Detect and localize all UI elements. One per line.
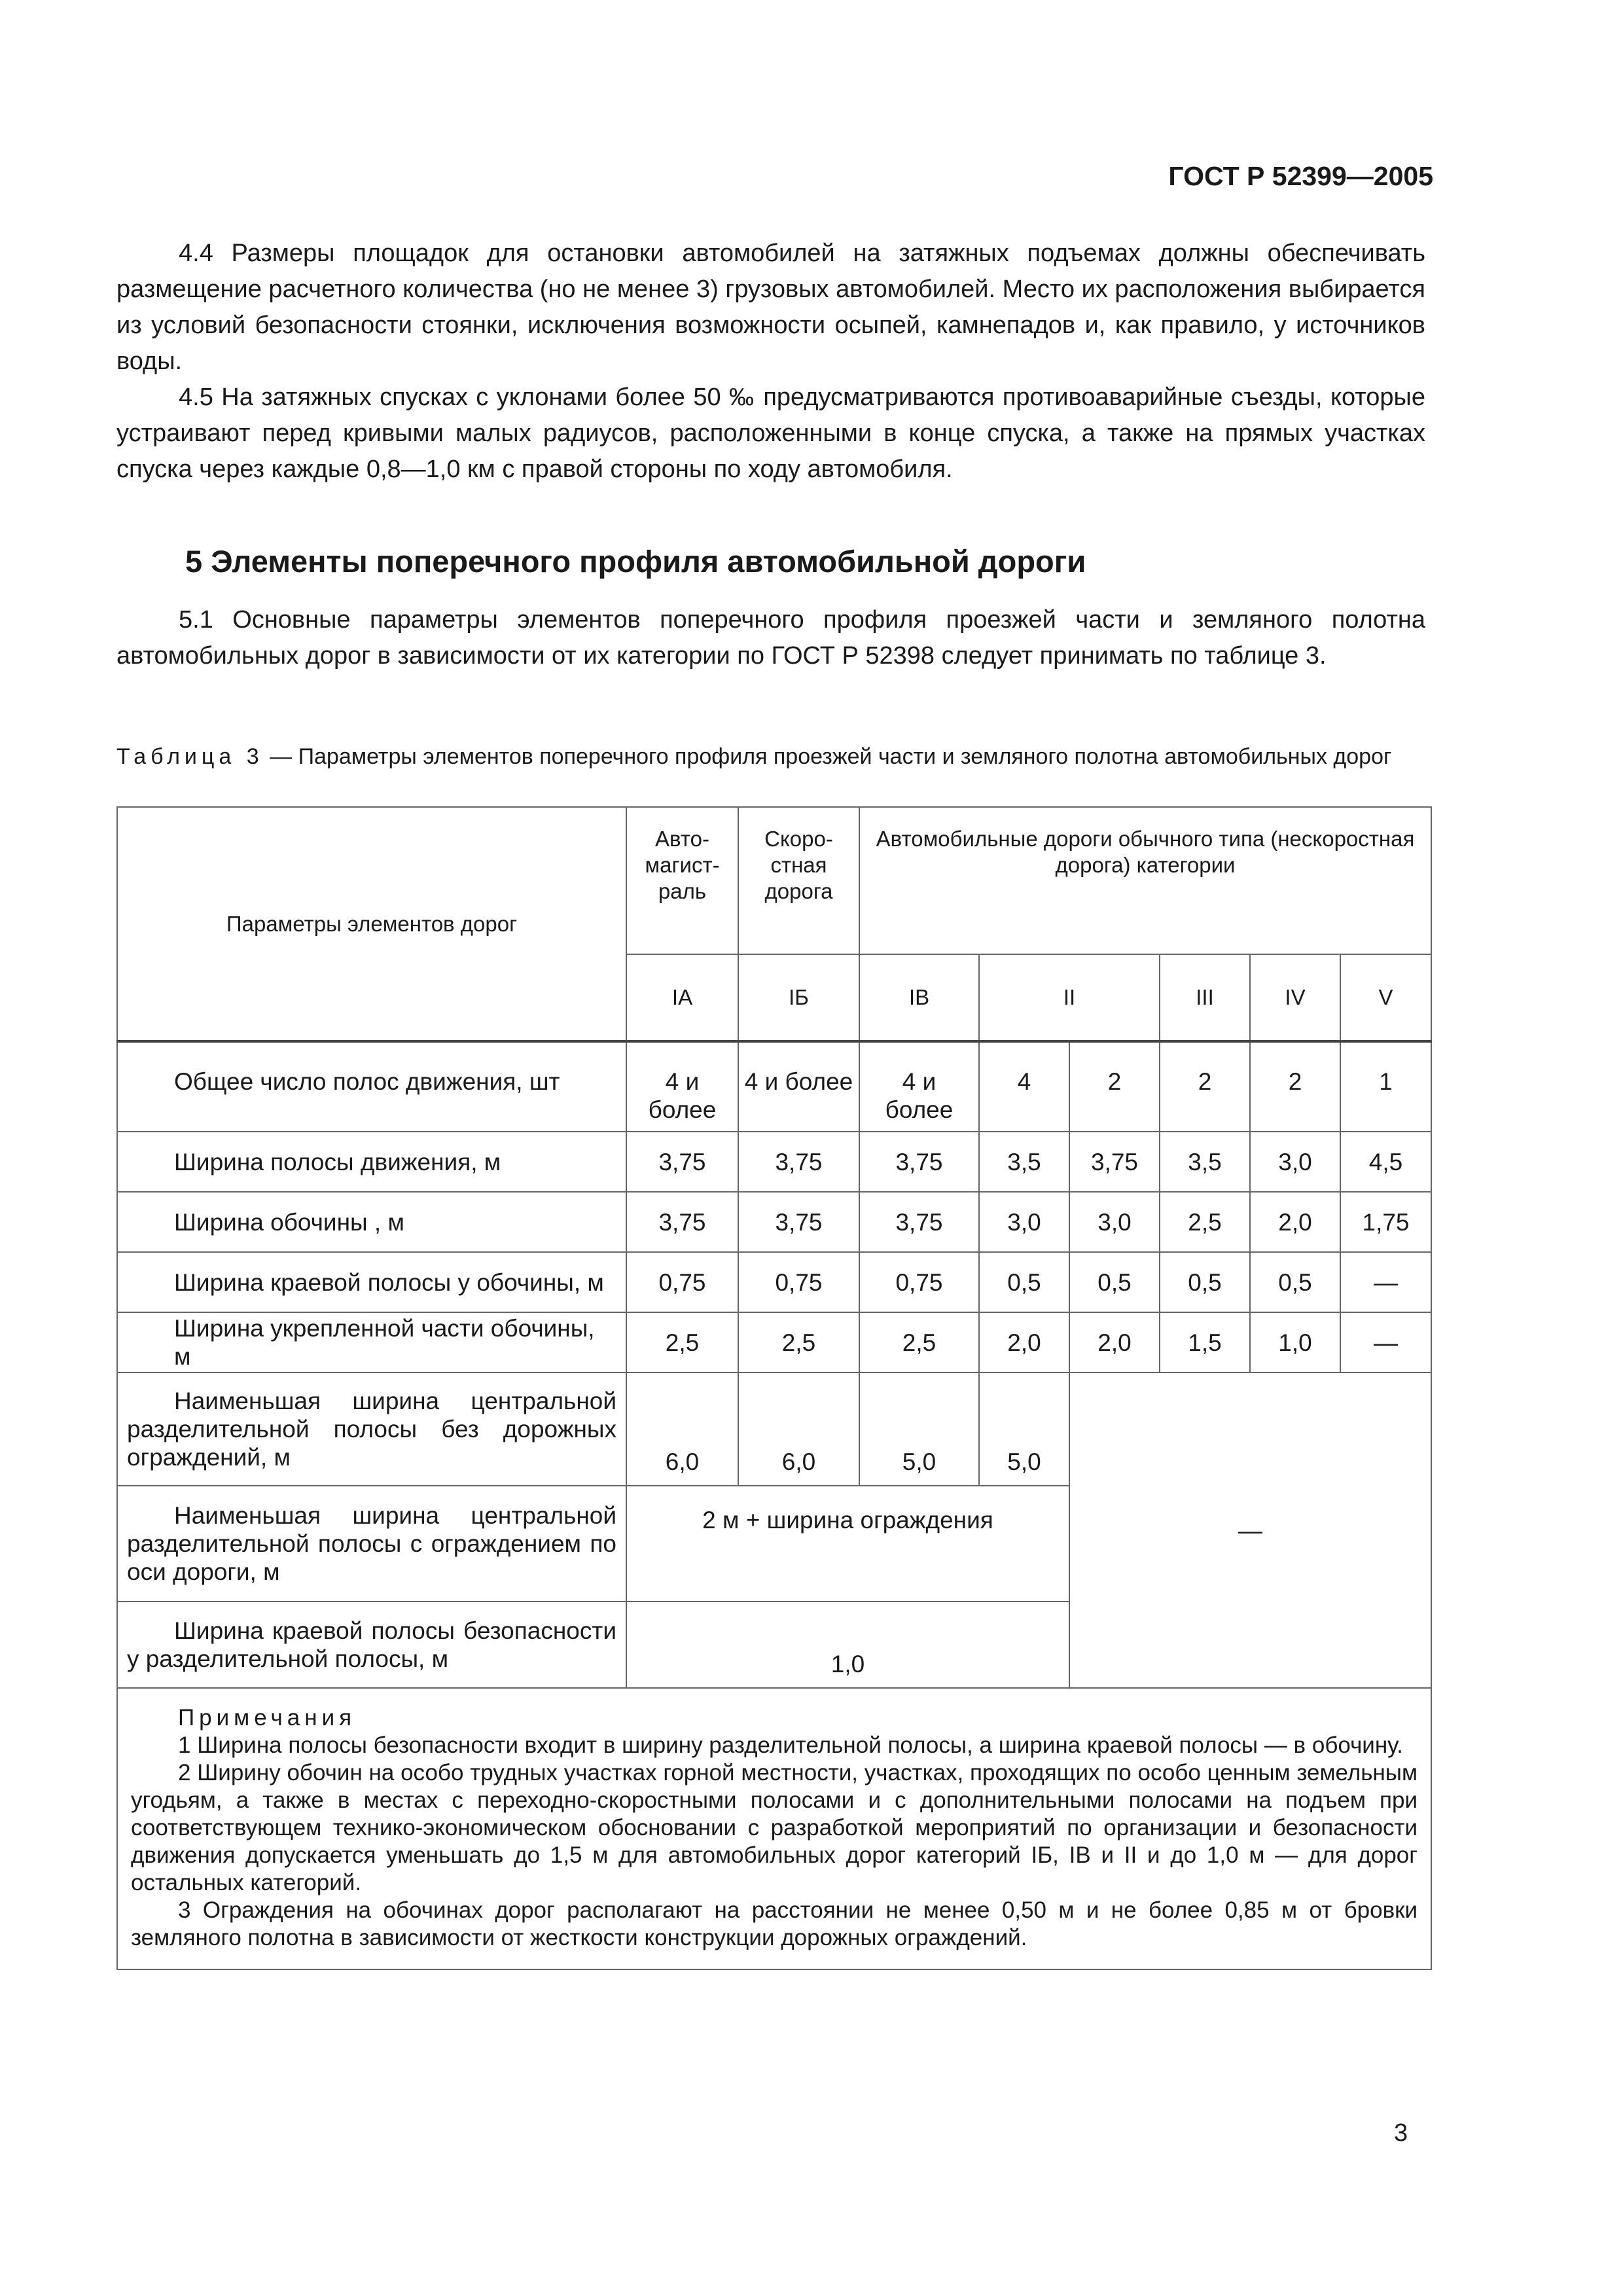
row-name: Ширина краевой полосы безопасности у разделительной полосы, м bbox=[117, 1602, 626, 1688]
page-number: 3 bbox=[1394, 2119, 1408, 2147]
cell-span: 1,0 bbox=[626, 1602, 1069, 1688]
cell: 2,5 bbox=[738, 1312, 859, 1372]
paragraph-4-4: 4.4 Размеры площадок для остановки автомобилей на затяжных подъемах должны обеспечивать размещение расчетного количества (но не менее 3) грузовых автомобилей. Место их расположения выбирается из условий безопасности стоянки, исключения возможности осыпей, камнепадов и, как правило, у источников воды. bbox=[116, 240, 1425, 375]
note-item: 3 Ограждения на обочинах дорог располагают на расстоянии не менее 0,50 м и не более 0,85 м от бровки земляного полотна в зависимости от жесткости конструкции дорожных ограждений. bbox=[131, 1897, 1418, 1950]
row-name: Ширина полосы движения, м bbox=[117, 1132, 626, 1192]
cell: 1,75 bbox=[1340, 1192, 1431, 1252]
table-row bbox=[117, 1132, 1431, 1192]
cell: 1 bbox=[1340, 1041, 1431, 1132]
table-row-median-no-barrier bbox=[117, 1372, 1431, 1486]
header-motorway: Авто-магист-раль bbox=[626, 807, 738, 954]
cell: 3,0 bbox=[1069, 1192, 1160, 1252]
row-name: Ширина укрепленной части обочины, м bbox=[117, 1312, 626, 1372]
cell: 0,5 bbox=[1160, 1252, 1250, 1312]
category-iv-roman: IV bbox=[1250, 954, 1340, 1041]
cell: 4 и более bbox=[626, 1041, 738, 1132]
cell: 3,5 bbox=[979, 1132, 1069, 1192]
cell: 0,5 bbox=[1250, 1252, 1340, 1312]
section-paragraph bbox=[116, 602, 1425, 674]
cell: 5,0 bbox=[979, 1372, 1069, 1486]
cell: 3,0 bbox=[1250, 1132, 1340, 1192]
cell: 2,5 bbox=[859, 1312, 979, 1372]
category-v: V bbox=[1340, 954, 1431, 1041]
cell: 3,75 bbox=[859, 1192, 979, 1252]
paragraph-5-1: 5.1 Основные параметры элементов поперечного профиля проезжей части и земляного полотна автомобильных дорог в зависимости от их категории по ГОСТ Р 52398 следует принимать по таблице 3. bbox=[116, 606, 1425, 670]
cell: 3,75 bbox=[1069, 1132, 1160, 1192]
category-ia: IA bbox=[626, 954, 738, 1041]
cell: — bbox=[1340, 1312, 1431, 1372]
table-caption bbox=[116, 743, 1425, 770]
cell: 1,0 bbox=[1250, 1312, 1340, 1372]
row-name: Общее число полос движения, шт bbox=[117, 1041, 626, 1132]
cell: 6,0 bbox=[626, 1372, 738, 1486]
cell: 0,5 bbox=[1069, 1252, 1160, 1312]
table-row bbox=[117, 1252, 1431, 1312]
notes-title: Примечания bbox=[178, 1705, 357, 1731]
note-item: 1 Ширина полосы безопасности входит в ширину разделительной полосы, а ширина краевой полосы — в обочину. bbox=[178, 1732, 1403, 1758]
cell: 4 и более bbox=[738, 1041, 859, 1132]
cell: 3,75 bbox=[626, 1192, 738, 1252]
cell: 0,75 bbox=[626, 1252, 738, 1312]
note-item: 2 Ширину обочин на особо трудных участках горной местности, участках, проходящих по особо ценным земельным угодьям, а также в местах с переходно-скоростными полосами и с дополнительными полосами на подъем при соответствующем технико-экономическом обосновании с разработкой мероприятий по организации и безопасности движения допускается уменьшать до 1,5 м для автомобильных дорог категорий IБ, IВ и II и до 1,0 м — для дорог остальных категорий. bbox=[131, 1760, 1418, 1895]
cell: 3,5 bbox=[1160, 1132, 1250, 1192]
row-name: Наименьшая ширина центральной разделительной полосы с ограждением по оси дороги, м bbox=[117, 1486, 626, 1602]
table-row bbox=[117, 1192, 1431, 1252]
cell: 3,75 bbox=[626, 1132, 738, 1192]
cell: — bbox=[1340, 1252, 1431, 1312]
cell: 3,75 bbox=[859, 1132, 979, 1192]
row-name: Ширина краевой полосы у обочины, м bbox=[117, 1252, 626, 1312]
cell: 0,5 bbox=[979, 1252, 1069, 1312]
cell: 2,5 bbox=[1160, 1192, 1250, 1252]
cell: 4,5 bbox=[1340, 1132, 1431, 1192]
document-code: ГОСТ Р 52399—2005 bbox=[1168, 161, 1433, 191]
table-row bbox=[117, 1041, 1431, 1132]
cell: 2 bbox=[1160, 1041, 1250, 1132]
table-notes-row bbox=[117, 1688, 1431, 1969]
parameters-table bbox=[116, 806, 1432, 1970]
cell: 2,0 bbox=[979, 1312, 1069, 1372]
table-caption-text: — Параметры элементов поперечного профиля проезжей части и земляного полотна автомобильных дорог bbox=[263, 744, 1392, 769]
header-ordinary: Автомобильные дороги обычного типа (нескоростная дорога) категории bbox=[859, 807, 1431, 954]
cell: 5,0 bbox=[859, 1372, 979, 1486]
category-iv: IВ bbox=[859, 954, 979, 1041]
cell: 0,75 bbox=[738, 1252, 859, 1312]
section-title: 5 Элементы поперечного профиля автомобильной дороги bbox=[185, 544, 1086, 579]
cell: 2,0 bbox=[1069, 1312, 1160, 1372]
header-express: Скоро-стная дорога bbox=[738, 807, 859, 954]
row-name: Ширина обочины , м bbox=[117, 1192, 626, 1252]
row-name: Наименьшая ширина центральной разделительной полосы без дорожных ограждений, м bbox=[117, 1372, 626, 1486]
category-ii: II bbox=[979, 954, 1160, 1041]
cell: 2,0 bbox=[1250, 1192, 1340, 1252]
table-notes bbox=[117, 1688, 1431, 1969]
top-paragraphs bbox=[116, 236, 1425, 488]
table-header-row bbox=[117, 807, 1431, 954]
category-iii: III bbox=[1160, 954, 1250, 1041]
paragraph-4-5: 4.5 На затяжных спусках с уклонами более 50 ‰ предусматриваются противоаварийные съезды, которые устраивают перед кривыми малых радиусов, расположенными в конце спуска, а также на прямых участках спуска через каждые 0,8—1,0 км с правой стороны по ходу автомобиля. bbox=[116, 384, 1425, 483]
cell-span: 2 м + ширина ограждения bbox=[626, 1486, 1069, 1602]
cell: 0,75 bbox=[859, 1252, 979, 1312]
cell: 3,75 bbox=[738, 1132, 859, 1192]
cell: 4 и более bbox=[859, 1041, 979, 1132]
table-caption-label: Таблица 3 bbox=[116, 744, 264, 769]
cell: 2 bbox=[1069, 1041, 1160, 1132]
cell: 2 bbox=[1250, 1041, 1340, 1132]
cell: 3,75 bbox=[738, 1192, 859, 1252]
cell: 4 bbox=[979, 1041, 1069, 1132]
cell: 1,5 bbox=[1160, 1312, 1250, 1372]
table-row bbox=[117, 1312, 1431, 1372]
category-ib: IБ bbox=[738, 954, 859, 1041]
cell: 6,0 bbox=[738, 1372, 859, 1486]
header-param-col: Параметры элементов дорог bbox=[117, 807, 626, 1041]
cell-not-applicable: — bbox=[1069, 1372, 1431, 1688]
cell: 2,5 bbox=[626, 1312, 738, 1372]
cell: 3,0 bbox=[979, 1192, 1069, 1252]
